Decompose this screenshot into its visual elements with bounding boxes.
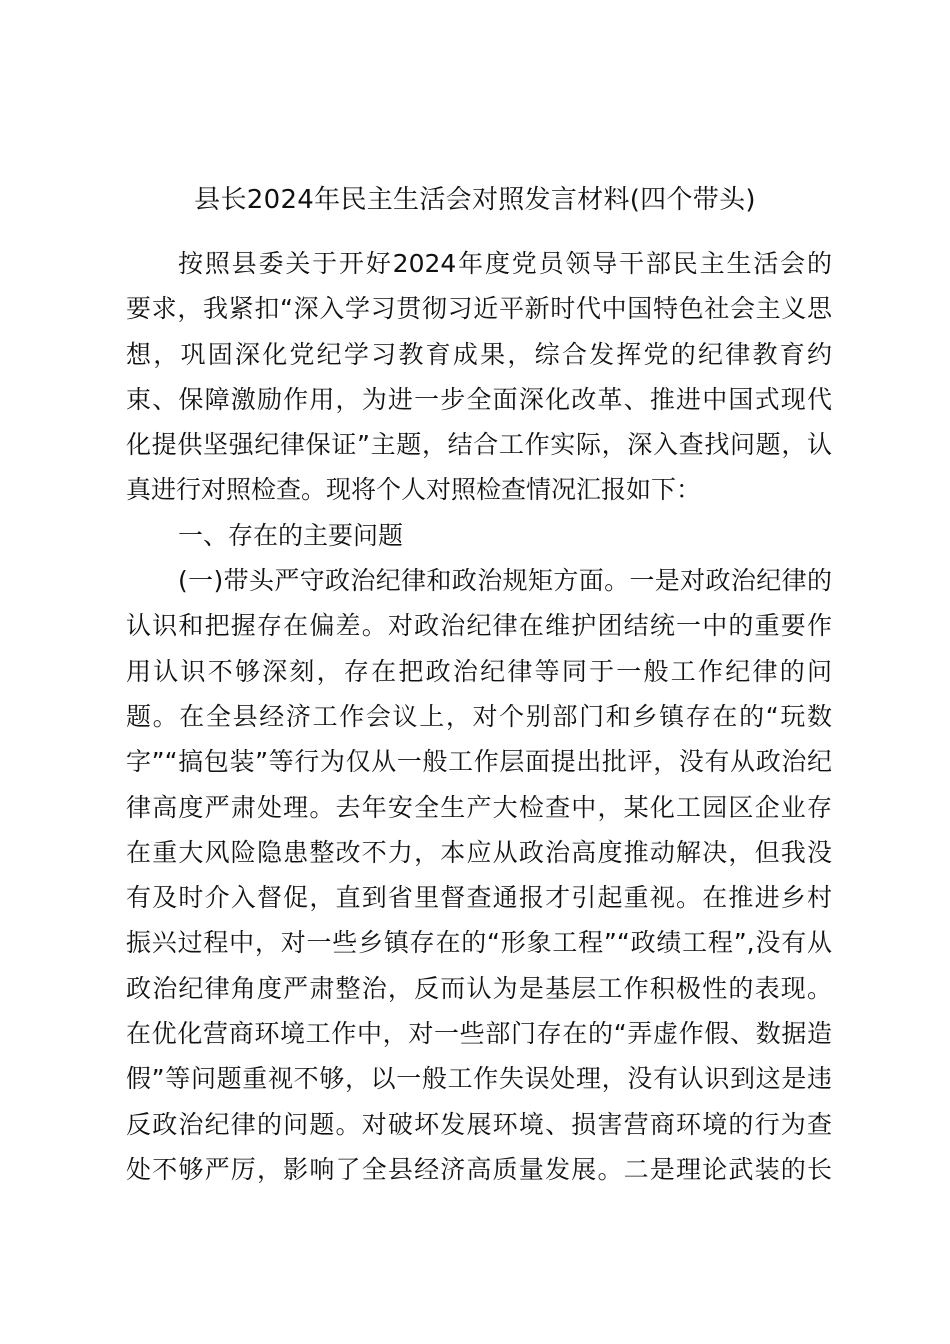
paragraph-line: 处不够严厉，影响了全县经济高质量发展。二是理论武装的长 <box>126 1154 832 1184</box>
paragraph-line: 想，巩固深化党纪学习教育成果，综合发挥党的纪律教育约 <box>126 339 832 369</box>
paragraph-line: 按照县委关于开好2024年度党员领导干部民主生活会的 <box>178 249 832 278</box>
paragraph-line: 要求，我紧扣“深入学习贯彻习近平新时代中国特色社会主义思 <box>126 294 832 324</box>
paragraph-line: 束、保障激励作用，为进一步全面深化改革、推进中国式现代 <box>126 384 832 414</box>
paragraph-line: 用认识不够深刻，存在把政治纪律等同于一般工作纪律的问 <box>126 656 832 686</box>
paragraph-line: 题。在全县经济工作会议上，对个别部门和乡镇存在的“玩数 <box>126 701 832 731</box>
paragraph-line: 假”等问题重视不够，以一般工作失误处理，没有认识到这是违 <box>126 1064 832 1094</box>
paragraph-line: 在优化营商环境工作中，对一些部门存在的“弄虚作假、数据造 <box>126 1019 832 1049</box>
paragraph-line: (一)带头严守政治纪律和政治规矩方面。一是对政治纪律的 <box>178 566 832 596</box>
paragraph-line: 律高度严肃处理。去年安全生产大检查中，某化工园区企业存 <box>126 792 832 822</box>
paragraph-line: 真进行对照检查。现将个人对照检查情况汇报如下： <box>126 475 702 505</box>
paragraph-line: 有及时介入督促，直到省里督查通报才引起重视。在推进乡村 <box>126 883 832 913</box>
section-heading: 一、存在的主要问题 <box>178 520 404 550</box>
paragraph-line: 字”“搞包装”等行为仅从一般工作层面提出批评，没有从政治纪 <box>126 747 832 777</box>
paragraph-line: 认识和把握存在偏差。对政治纪律在维护团结统一中的重要作 <box>126 611 832 641</box>
document-body <box>126 241 832 1192</box>
paragraph-line: 反政治纪律的问题。对破坏发展环境、损害营商环境的行为查 <box>126 1109 832 1139</box>
paragraph-line: 政治纪律角度严肃整治，反而认为是基层工作积极性的表现。 <box>126 973 832 1003</box>
paragraph-line: 振兴过程中，对一些乡镇存在的“形象工程”“政绩工程”,没有从 <box>126 928 832 958</box>
paragraph-line: 化提供坚强纪律保证”主题，结合工作实际，深入查找问题，认 <box>126 430 832 460</box>
paragraph-line: 在重大风险隐患整改不力，本应从政治高度推动解决，但我没 <box>126 837 832 867</box>
document-title: 县长2024年民主生活会对照发言材料(四个带头) <box>194 185 756 215</box>
